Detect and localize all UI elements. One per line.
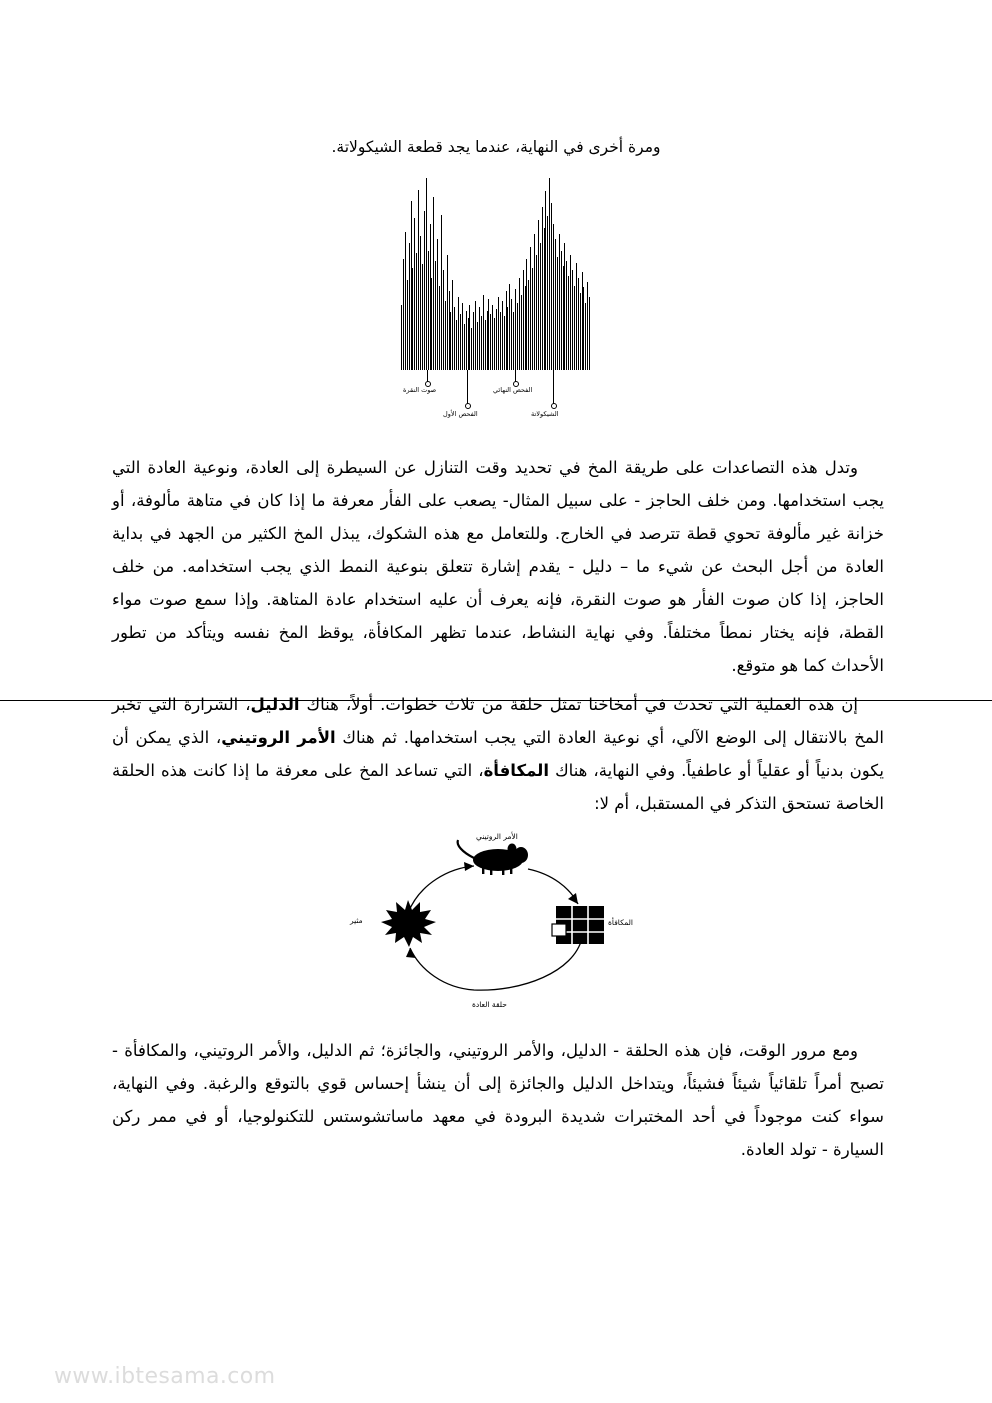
spike-bar bbox=[485, 320, 486, 370]
spike-bar bbox=[469, 305, 470, 370]
paragraph-one: وتدل هذه التصاعدات على طريقة المخ في تحديد وقت التنازل عن السيطرة إلى العادة، ونوعية العادة التي يجب استخدامها. ومن خلف الحاجز - على سبيل المثال- يصعب على الفأر معرفة ما إذا كان في متاهة مألوفة، أو خزانة غير مألوفة تحوي قطة تترصد في الخارج. وللتعامل مع هذه الشكوك، يبذل المخ الكثير من الجهد في بداية العادة من أجل البحث عن شيء ما – دليل - يقدم إشارة تتعلق بنوعية النمط الذي يجب استخدامه. من خلف الحاجز، إذا كان صوت الفأر هو صوت النقرة، فإنه يعرف أن عليه استخدام عادة المتاهة. وإذا سمع صوت مواء القطة، فإنه يختار نمطاً مختلفاً. وفي نهاية النشاط، عندما تظهر المكافأة، يوقظ المخ نفسه ويتأكد من تطور الأحداث كما هو متوقع. bbox=[112, 458, 884, 675]
spike-bar bbox=[547, 216, 548, 370]
keyword-3: الأمر الروتيني bbox=[221, 728, 336, 747]
paragraph-two bbox=[112, 688, 884, 820]
figure2-habit-loop bbox=[0, 830, 992, 1020]
spike-bar bbox=[412, 268, 413, 370]
spike-bar bbox=[443, 270, 444, 370]
spike-bar bbox=[426, 178, 427, 370]
spike-bar bbox=[405, 232, 406, 370]
spike-bar bbox=[553, 224, 554, 370]
spike-bar bbox=[468, 318, 469, 370]
spike-bar bbox=[496, 309, 497, 370]
spike-bar bbox=[545, 191, 546, 370]
spike-bar bbox=[477, 322, 478, 370]
spike-bar bbox=[589, 297, 590, 370]
spike-bar bbox=[532, 268, 533, 370]
spike-bar bbox=[576, 263, 577, 371]
spike-bar bbox=[526, 259, 527, 370]
spike-bar bbox=[407, 280, 408, 370]
spike-bar bbox=[433, 197, 434, 370]
spike-bar bbox=[494, 318, 495, 370]
spike-bar bbox=[507, 307, 508, 370]
spike-bar bbox=[460, 314, 461, 370]
spike-bar bbox=[450, 312, 451, 370]
spike-bar bbox=[414, 218, 415, 370]
spike-bar bbox=[523, 270, 524, 370]
spike-bar bbox=[481, 316, 482, 370]
spike-bar bbox=[583, 287, 584, 370]
spike-bar bbox=[422, 264, 423, 370]
spike-bar bbox=[585, 303, 586, 370]
text-run-0: إن هذه العملية التي تحدث في أمخاخنا تمثل حلقة من ثلاث خطوات. أولاً، هناك bbox=[299, 695, 858, 714]
spike-bar bbox=[519, 278, 520, 370]
spike-bar bbox=[513, 312, 514, 370]
spike-bar bbox=[458, 297, 459, 370]
figure2-label-cue: مثير bbox=[350, 916, 363, 925]
spike-bar bbox=[447, 255, 448, 370]
spike-bar bbox=[515, 289, 516, 370]
spike-bar bbox=[528, 280, 529, 370]
spike-bar bbox=[488, 299, 489, 370]
spike-bar bbox=[551, 203, 552, 370]
spike-bar bbox=[483, 295, 484, 370]
spike-bar bbox=[530, 247, 531, 370]
spike-bar bbox=[574, 286, 575, 371]
spike-bar bbox=[500, 312, 501, 370]
tick-line-first bbox=[467, 370, 468, 404]
spike-bar bbox=[445, 301, 446, 370]
arrow-cue-to-routine-head bbox=[464, 862, 474, 871]
spike-bar bbox=[466, 311, 467, 371]
spike-bar bbox=[536, 255, 537, 370]
figure1-label-bottom-right: الشيكولاتة bbox=[531, 410, 559, 418]
spike-bar bbox=[479, 307, 480, 370]
figure2-label-routine: الأمر الروتيني bbox=[476, 832, 518, 841]
spike-bar bbox=[511, 299, 512, 370]
paragraph-three: ومع مرور الوقت، فإن هذه الحلقة - الدليل، والأمر الروتيني، والجائزة؛ ثم الدليل، والأمر الروتيني، والمكافأة - تصبح أمراً تلقائياً شيئاً فشيئاً، ويتداخل الدليل والجائزة إلى أن ينشأ إحساس قوي بالتوقع والرغبة. وفي النهاية، سواء كنت موجوداً في أحد المختبرات شديدة البرودة في معهد ماساتشوستس للتكنولوجيا، أو في ممر ركن السيارة - تولد العادة. bbox=[112, 1041, 884, 1159]
text-run-2: ، الشرارة التي تخبر المخ بالانتقال إلى الوضع الآلي، أي نوعية العادة التي يجب استخدامها. ثم هناك bbox=[112, 695, 884, 747]
spike-bar bbox=[563, 266, 564, 370]
spike-bar bbox=[540, 243, 541, 370]
figure2-label-habit-loop: حلقة العادة bbox=[472, 1000, 507, 1009]
spike-bar bbox=[431, 278, 432, 370]
spike-bar bbox=[475, 301, 476, 370]
spike-bar bbox=[561, 251, 562, 370]
spike-bar bbox=[462, 303, 463, 370]
figure1-label-left: صوت النقرة bbox=[403, 386, 437, 394]
site-watermark: www.ibtesama.com bbox=[54, 1364, 276, 1389]
spike-bar bbox=[473, 312, 474, 370]
spike-bar bbox=[525, 286, 526, 371]
spike-bar bbox=[420, 236, 421, 370]
keyword-1: الدليل bbox=[250, 695, 300, 714]
spike-bar bbox=[578, 278, 579, 370]
spike-bar bbox=[587, 282, 588, 370]
spike-bar bbox=[435, 261, 436, 370]
spike-bar bbox=[437, 239, 438, 370]
spike-bar bbox=[555, 239, 556, 370]
spike-bar bbox=[506, 291, 507, 370]
spike-bar bbox=[566, 261, 567, 370]
spike-bar bbox=[401, 305, 402, 370]
spike-bar bbox=[428, 251, 429, 370]
tick-line-choc bbox=[553, 370, 554, 404]
tick-marker-first bbox=[465, 403, 471, 409]
arrow-reward-to-cue-path bbox=[410, 938, 582, 990]
text-run-4: ، الذي يمكن أن يكون بدنياً أو عقلياً أو عاطفياً. وفي النهاية، هناك bbox=[112, 728, 884, 780]
spike-bar bbox=[441, 215, 442, 371]
spike-bar bbox=[454, 307, 455, 370]
spike-bar bbox=[449, 291, 450, 370]
mouse-routine-icon bbox=[458, 840, 528, 875]
spike-bar bbox=[559, 234, 560, 370]
cue-starburst-icon bbox=[381, 900, 436, 947]
spike-bar bbox=[424, 211, 425, 370]
spike-bar bbox=[492, 305, 493, 370]
spike-bar bbox=[504, 316, 505, 370]
spike-bar bbox=[570, 255, 571, 370]
spike-bar bbox=[409, 243, 410, 370]
spike-bar bbox=[471, 328, 472, 370]
spike-bar bbox=[439, 286, 440, 371]
spike-bar bbox=[452, 280, 453, 370]
chocolate-reward-icon bbox=[552, 906, 604, 944]
spike-bar bbox=[490, 314, 491, 370]
spike-bar bbox=[456, 320, 457, 370]
spike-bar bbox=[564, 243, 565, 370]
spike-bar bbox=[572, 270, 573, 370]
spike-bar bbox=[464, 324, 465, 370]
spike-bar bbox=[411, 201, 412, 370]
spike-bar bbox=[542, 207, 543, 370]
figure1-label-bottom-left: الفحص الأول bbox=[443, 410, 478, 418]
text-run-6: ، التي تساعد المخ على معرفة ما إذا كانت هذه الحلقة الخاصة تستحق التذكر في المستقبل، أم لا: bbox=[112, 761, 884, 813]
habit-loop-diagram bbox=[346, 830, 646, 1020]
spike-bar bbox=[498, 297, 499, 370]
spike-bar bbox=[487, 311, 488, 371]
spike-bar bbox=[557, 257, 558, 370]
spike-bar bbox=[521, 295, 522, 370]
spike-bar bbox=[509, 284, 510, 370]
spike-bar bbox=[538, 220, 539, 370]
arrow-routine-to-reward-head bbox=[568, 893, 578, 904]
spike-bar bbox=[430, 224, 431, 370]
spike-bar bbox=[418, 190, 419, 371]
figure1-caption: ومرة أخرى في النهاية، عندما يجد قطعة الشيكولاتة. bbox=[331, 138, 661, 156]
spike-bar bbox=[416, 253, 417, 370]
spike-bar bbox=[549, 178, 550, 370]
spike-bar bbox=[568, 276, 569, 370]
spike-bar bbox=[544, 228, 545, 370]
spike-bars bbox=[401, 178, 591, 370]
spike-bar bbox=[534, 234, 535, 370]
keyword-5: المكافأة bbox=[483, 761, 550, 780]
spike-bar bbox=[580, 293, 581, 370]
spike-bar bbox=[403, 259, 404, 370]
figure2-label-reward: المكافأة bbox=[608, 918, 633, 927]
spike-bar bbox=[502, 301, 503, 370]
spike-bar bbox=[582, 272, 583, 370]
figure1-label-center: الفحص النهائي bbox=[493, 386, 533, 394]
figure1-spike-chart bbox=[0, 178, 992, 418]
spike-bar bbox=[517, 303, 518, 370]
tick-marker-choc bbox=[551, 403, 557, 409]
